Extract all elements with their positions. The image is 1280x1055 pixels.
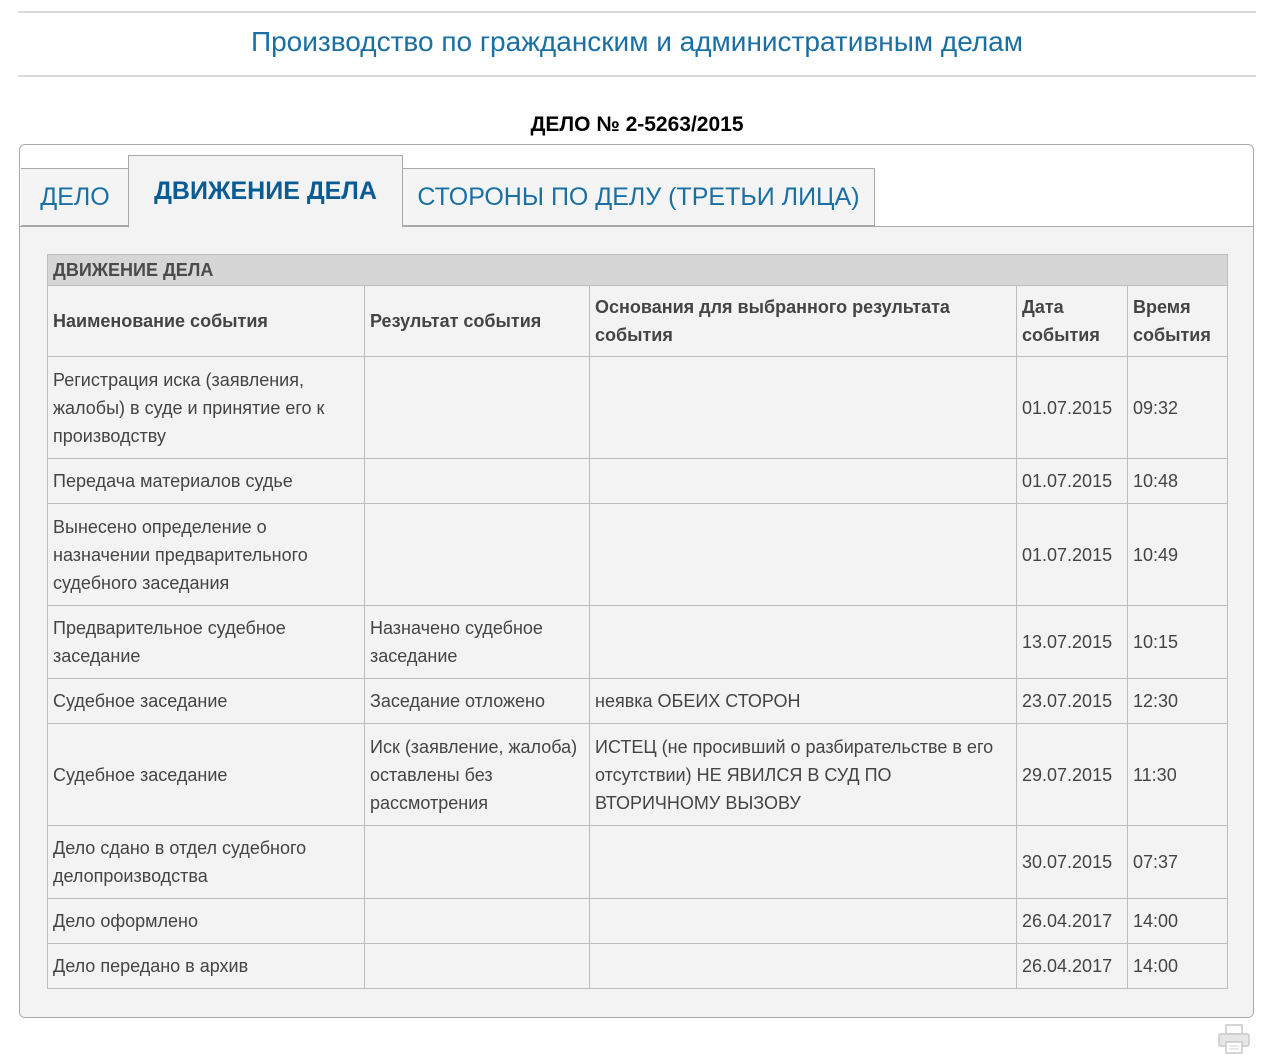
event-result-cell: [365, 826, 590, 899]
event-time-cell: 11:30: [1128, 724, 1228, 826]
table-row: [48, 899, 1228, 944]
table-row: [48, 459, 1228, 504]
table-row: [48, 826, 1228, 899]
page-title: Производство по гражданским и административным делам: [250, 26, 1023, 57]
event-date-cell: 23.07.2015: [1017, 679, 1128, 724]
event-grounds-cell: [590, 357, 1017, 459]
printer-icon[interactable]: [1217, 1024, 1251, 1054]
tab-dvizhenie-dela[interactable]: ДВИЖЕНИЕ ДЕЛА: [128, 155, 403, 228]
event-time-cell: 14:00: [1128, 944, 1228, 989]
header-bottom-divider: [18, 75, 1256, 77]
event-name-cell: Дело сдано в отдел судебного делопроизводства: [48, 826, 365, 899]
event-grounds-cell: [590, 899, 1017, 944]
event-name-cell: Вынесено определение о назначении предварительного судебного заседания: [48, 504, 365, 606]
column-header-date: Дата события: [1017, 286, 1128, 357]
event-grounds-cell: [590, 826, 1017, 899]
event-result-cell: [365, 357, 590, 459]
event-time-cell: 10:15: [1128, 606, 1228, 679]
event-result-cell: Заседание отложено: [365, 679, 590, 724]
event-date-cell: 01.07.2015: [1017, 504, 1128, 606]
event-name-cell: Судебное заседание: [48, 724, 365, 826]
event-date-cell: 29.07.2015: [1017, 724, 1128, 826]
event-time-cell: 09:32: [1128, 357, 1228, 459]
event-time-cell: 12:30: [1128, 679, 1228, 724]
event-name-cell: Предварительное судебное заседание: [48, 606, 365, 679]
event-result-cell: [365, 504, 590, 606]
table-row: [48, 606, 1228, 679]
event-name-cell: Регистрация иска (заявления, жалобы) в суде и принятие его к производству: [48, 357, 365, 459]
tab-delo[interactable]: ДЕЛО: [21, 168, 130, 226]
table-caption: ДВИЖЕНИЕ ДЕЛА: [48, 255, 1228, 286]
event-date-cell: 13.07.2015: [1017, 606, 1128, 679]
event-date-cell: 26.04.2017: [1017, 944, 1128, 989]
printer-icon-graphic: [1217, 1024, 1251, 1054]
event-time-cell: 14:00: [1128, 899, 1228, 944]
column-header-event: Наименование события: [48, 286, 365, 357]
case-events-table: [47, 254, 1228, 989]
event-grounds-cell: ИСТЕЦ (не просивший о разбирательстве в его отсутствии) НЕ ЯВИЛСЯ В СУД ПО ВТОРИЧНОМУ ВЫЗОВУ: [590, 724, 1017, 826]
event-date-cell: 26.04.2017: [1017, 899, 1128, 944]
event-grounds-cell: [590, 606, 1017, 679]
event-name-cell: Дело оформлено: [48, 899, 365, 944]
table-caption-row: [48, 255, 1228, 286]
table-row: [48, 679, 1228, 724]
column-header-result: Результат события: [365, 286, 590, 357]
table-row: [48, 944, 1228, 989]
event-name-cell: Судебное заседание: [48, 679, 365, 724]
tab-storony-po-delu[interactable]: СТОРОНЫ ПО ДЕЛУ (ТРЕТЬИ ЛИЦА): [402, 168, 875, 226]
event-time-cell: 10:49: [1128, 504, 1228, 606]
event-result-cell: Иск (заявление, жалоба) оставлены без рассмотрения: [365, 724, 590, 826]
table-row: [48, 504, 1228, 606]
event-time-cell: 10:48: [1128, 459, 1228, 504]
event-grounds-cell: неявка ОБЕИХ СТОРОН: [590, 679, 1017, 724]
event-result-cell: [365, 944, 590, 989]
case-number-heading: ДЕЛО № 2-5263/2015: [530, 113, 744, 136]
event-name-cell: Дело передано в архив: [48, 944, 365, 989]
event-result-cell: [365, 899, 590, 944]
event-result-cell: Назначено судебное заседание: [365, 606, 590, 679]
event-grounds-cell: [590, 504, 1017, 606]
column-header-time: Время события: [1128, 286, 1228, 357]
table-row: [48, 724, 1228, 826]
table-header-row: [48, 286, 1228, 357]
event-grounds-cell: [590, 944, 1017, 989]
event-date-cell: 01.07.2015: [1017, 459, 1128, 504]
event-date-cell: 30.07.2015: [1017, 826, 1128, 899]
event-result-cell: [365, 459, 590, 504]
header-top-divider: [18, 11, 1256, 13]
event-date-cell: 01.07.2015: [1017, 357, 1128, 459]
event-grounds-cell: [590, 459, 1017, 504]
event-name-cell: Передача материалов судье: [48, 459, 365, 504]
event-time-cell: 07:37: [1128, 826, 1228, 899]
column-header-grounds: Основания для выбранного результата события: [590, 286, 1017, 357]
table-row: [48, 357, 1228, 459]
